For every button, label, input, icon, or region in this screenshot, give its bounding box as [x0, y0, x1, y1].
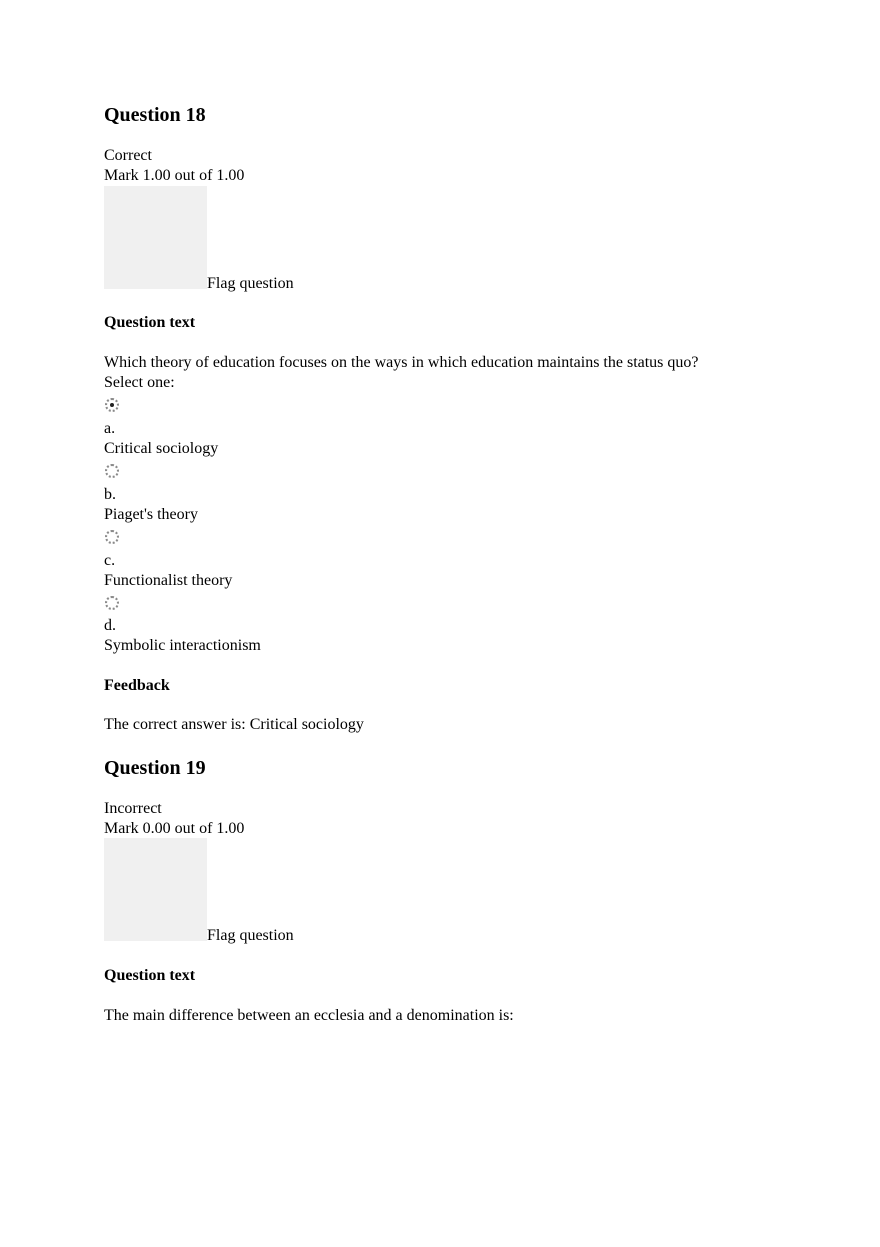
question-19-flag-link[interactable]: Flag question — [207, 927, 294, 944]
option-d-letter: d. — [104, 617, 116, 634]
option-a-label[interactable]: Critical sociology — [104, 440, 219, 457]
option-a-radio[interactable] — [105, 398, 119, 412]
option-b-radio[interactable] — [105, 464, 119, 478]
option-b-label[interactable]: Piaget's theory — [104, 506, 198, 523]
question-18-state: Correct — [104, 147, 152, 164]
option-b-letter: b. — [104, 486, 116, 503]
option-c-label[interactable]: Functionalist theory — [104, 572, 233, 589]
option-c-radio[interactable] — [105, 530, 119, 544]
question-18-mark: Mark 1.00 out of 1.00 — [104, 167, 245, 184]
question-19-state: Incorrect — [104, 800, 162, 817]
question-18-feedback-heading: Feedback — [104, 677, 170, 694]
option-c-letter: c. — [104, 552, 116, 569]
question-18-feedback-text: The correct answer is: Critical sociology — [104, 716, 364, 733]
question-18-text: Which theory of education focuses on the ways in which education maintains the status quo? — [104, 354, 699, 371]
question-18-select-prompt: Select one: — [104, 374, 175, 391]
flag-icon[interactable] — [104, 838, 207, 941]
flag-icon[interactable] — [104, 186, 207, 289]
option-d-radio[interactable] — [105, 596, 119, 610]
question-18-title: Question 18 — [104, 104, 206, 126]
question-19-text: The main difference between an ecclesia and a denomination is: — [104, 1007, 514, 1024]
question-18-flag-link[interactable]: Flag question — [207, 275, 294, 292]
question-19-title: Question 19 — [104, 757, 206, 779]
option-a-letter: a. — [104, 420, 116, 437]
question-19-mark: Mark 0.00 out of 1.00 — [104, 820, 245, 837]
question-19-text-heading: Question text — [104, 967, 196, 984]
option-d-label[interactable]: Symbolic interactionism — [104, 637, 261, 654]
question-18-text-heading: Question text — [104, 314, 196, 331]
